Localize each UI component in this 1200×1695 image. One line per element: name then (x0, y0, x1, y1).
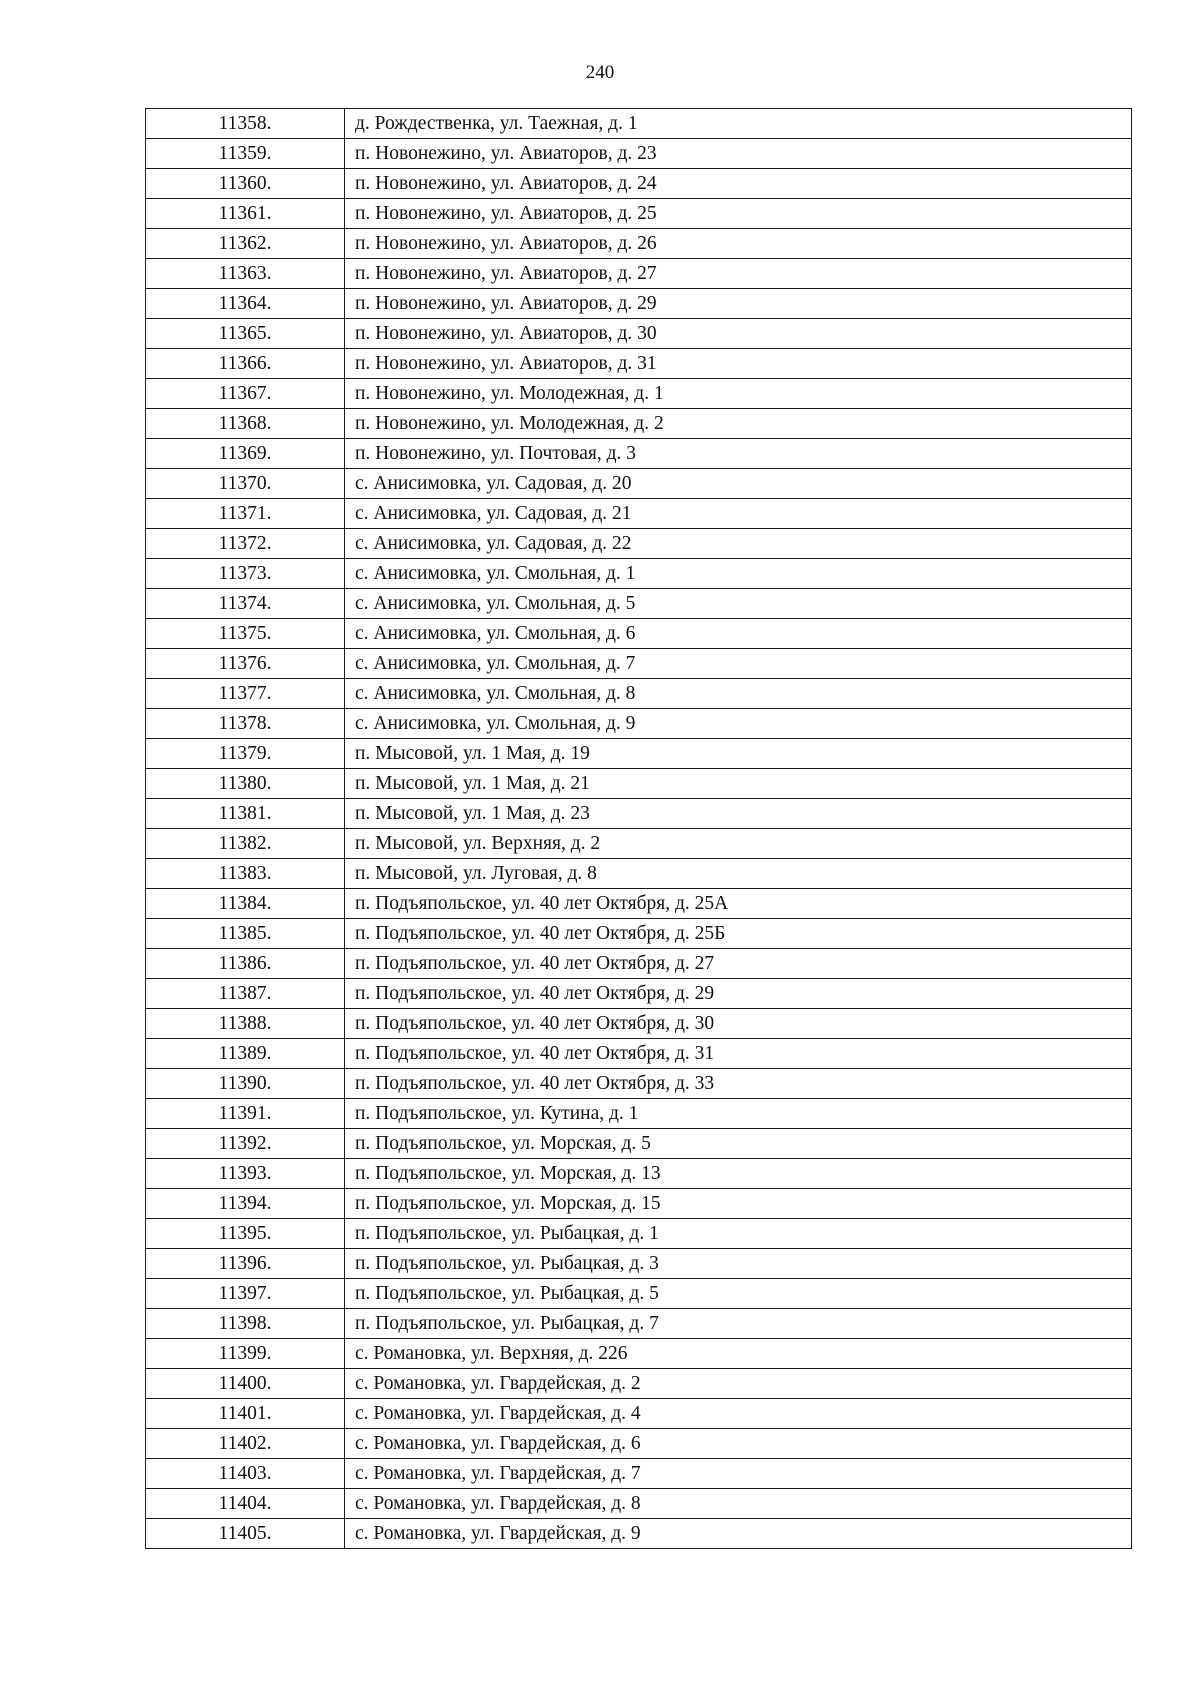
address-table-body (146, 109, 1132, 1549)
row-number: 11372. (146, 529, 345, 559)
row-number: 11388. (146, 1009, 345, 1039)
table-row (146, 979, 1132, 1009)
table-row (146, 769, 1132, 799)
row-address: с. Анисимовка, ул. Смольная, д. 8 (345, 679, 1132, 709)
row-number: 11395. (146, 1219, 345, 1249)
row-number: 11386. (146, 949, 345, 979)
row-number: 11378. (146, 709, 345, 739)
row-address: п. Подъяпольское, ул. Морская, д. 15 (345, 1189, 1132, 1219)
row-number: 11362. (146, 229, 345, 259)
row-address: с. Романовка, ул. Гвардейская, д. 6 (345, 1429, 1132, 1459)
row-number: 11364. (146, 289, 345, 319)
row-number: 11377. (146, 679, 345, 709)
row-address: п. Подъяпольское, ул. 40 лет Октября, д. 25А (345, 889, 1132, 919)
row-number: 11402. (146, 1429, 345, 1459)
row-number: 11397. (146, 1279, 345, 1309)
row-number: 11403. (146, 1459, 345, 1489)
row-address: п. Мысовой, ул. Верхняя, д. 2 (345, 829, 1132, 859)
table-row (146, 409, 1132, 439)
row-address: п. Мысовой, ул. Луговая, д. 8 (345, 859, 1132, 889)
table-row (146, 709, 1132, 739)
table-row (146, 1159, 1132, 1189)
table-row (146, 139, 1132, 169)
table-row (146, 1459, 1132, 1489)
table-row (146, 229, 1132, 259)
table-row (146, 1099, 1132, 1129)
row-address: п. Новонежино, ул. Авиаторов, д. 31 (345, 349, 1132, 379)
row-number: 11381. (146, 799, 345, 829)
row-address: с. Анисимовка, ул. Садовая, д. 20 (345, 469, 1132, 499)
row-number: 11384. (146, 889, 345, 919)
row-address: с. Анисимовка, ул. Садовая, д. 22 (345, 529, 1132, 559)
row-address: д. Рождественка, ул. Таежная, д. 1 (345, 109, 1132, 139)
table-row (146, 829, 1132, 859)
row-number: 11390. (146, 1069, 345, 1099)
row-address: п. Подъяпольское, ул. Кутина, д. 1 (345, 1099, 1132, 1129)
row-address: п. Подъяпольское, ул. Морская, д. 13 (345, 1159, 1132, 1189)
row-number: 11389. (146, 1039, 345, 1069)
row-number: 11380. (146, 769, 345, 799)
row-number: 11366. (146, 349, 345, 379)
row-number: 11359. (146, 139, 345, 169)
row-address: п. Подъяпольское, ул. Рыбацкая, д. 3 (345, 1249, 1132, 1279)
row-number: 11365. (146, 319, 345, 349)
row-number: 11400. (146, 1369, 345, 1399)
row-number: 11373. (146, 559, 345, 589)
table-row (146, 1249, 1132, 1279)
table-row (146, 469, 1132, 499)
table-row (146, 1339, 1132, 1369)
row-number: 11375. (146, 619, 345, 649)
table-row (146, 289, 1132, 319)
row-address: с. Анисимовка, ул. Садовая, д. 21 (345, 499, 1132, 529)
row-number: 11392. (146, 1129, 345, 1159)
row-address: п. Мысовой, ул. 1 Мая, д. 21 (345, 769, 1132, 799)
row-number: 11382. (146, 829, 345, 859)
table-row (146, 349, 1132, 379)
row-number: 11391. (146, 1099, 345, 1129)
row-address: п. Подъяпольское, ул. Морская, д. 5 (345, 1129, 1132, 1159)
row-address: п. Подъяпольское, ул. 40 лет Октября, д. 30 (345, 1009, 1132, 1039)
table-row (146, 619, 1132, 649)
row-address: п. Подъяпольское, ул. 40 лет Октября, д. 33 (345, 1069, 1132, 1099)
table-row (146, 1519, 1132, 1549)
table-row (146, 1369, 1132, 1399)
table-row (146, 169, 1132, 199)
row-number: 11404. (146, 1489, 345, 1519)
table-row (146, 1189, 1132, 1219)
row-address: с. Романовка, ул. Гвардейская, д. 4 (345, 1399, 1132, 1429)
row-number: 11379. (146, 739, 345, 769)
table-row (146, 1069, 1132, 1099)
row-address: с. Анисимовка, ул. Смольная, д. 9 (345, 709, 1132, 739)
row-address: с. Анисимовка, ул. Смольная, д. 6 (345, 619, 1132, 649)
row-number: 11374. (146, 589, 345, 619)
row-number: 11358. (146, 109, 345, 139)
table-row (146, 1399, 1132, 1429)
row-address: п. Новонежино, ул. Авиаторов, д. 26 (345, 229, 1132, 259)
row-address: п. Подъяпольское, ул. 40 лет Октября, д. 29 (345, 979, 1132, 1009)
table-row (146, 739, 1132, 769)
table-row (146, 1279, 1132, 1309)
table-row (146, 109, 1132, 139)
row-address: с. Романовка, ул. Гвардейская, д. 2 (345, 1369, 1132, 1399)
table-row (146, 379, 1132, 409)
table-row (146, 949, 1132, 979)
row-address: п. Новонежино, ул. Авиаторов, д. 25 (345, 199, 1132, 229)
row-address: п. Мысовой, ул. 1 Мая, д. 23 (345, 799, 1132, 829)
row-number: 11393. (146, 1159, 345, 1189)
row-address: с. Романовка, ул. Гвардейская, д. 8 (345, 1489, 1132, 1519)
row-address: с. Анисимовка, ул. Смольная, д. 5 (345, 589, 1132, 619)
table-row (146, 529, 1132, 559)
row-number: 11367. (146, 379, 345, 409)
row-number: 11401. (146, 1399, 345, 1429)
row-address: п. Новонежино, ул. Авиаторов, д. 29 (345, 289, 1132, 319)
table-row (146, 679, 1132, 709)
row-address: п. Новонежино, ул. Молодежная, д. 1 (345, 379, 1132, 409)
row-number: 11370. (146, 469, 345, 499)
table-row (146, 799, 1132, 829)
row-number: 11360. (146, 169, 345, 199)
row-number: 11368. (146, 409, 345, 439)
table-row (146, 559, 1132, 589)
row-number: 11383. (146, 859, 345, 889)
table-row (146, 889, 1132, 919)
row-address: п. Новонежино, ул. Авиаторов, д. 27 (345, 259, 1132, 289)
table-row (146, 1039, 1132, 1069)
row-number: 11376. (146, 649, 345, 679)
row-number: 11394. (146, 1189, 345, 1219)
row-address: п. Мысовой, ул. 1 Мая, д. 19 (345, 739, 1132, 769)
table-row (146, 1489, 1132, 1519)
table-row (146, 649, 1132, 679)
row-address: п. Новонежино, ул. Молодежная, д. 2 (345, 409, 1132, 439)
table-row (146, 859, 1132, 889)
table-row (146, 589, 1132, 619)
row-number: 11398. (146, 1309, 345, 1339)
row-number: 11396. (146, 1249, 345, 1279)
table-row (146, 919, 1132, 949)
row-address: п. Новонежино, ул. Авиаторов, д. 24 (345, 169, 1132, 199)
row-address: п. Подъяпольское, ул. Рыбацкая, д. 5 (345, 1279, 1132, 1309)
page-number: 240 (585, 62, 615, 83)
row-address: п. Новонежино, ул. Авиаторов, д. 30 (345, 319, 1132, 349)
row-number: 11385. (146, 919, 345, 949)
table-row (146, 319, 1132, 349)
row-address: с. Анисимовка, ул. Смольная, д. 7 (345, 649, 1132, 679)
table-row (146, 1219, 1132, 1249)
row-address: п. Подъяпольское, ул. 40 лет Октября, д. 27 (345, 949, 1132, 979)
row-address: п. Новонежино, ул. Почтовая, д. 3 (345, 439, 1132, 469)
row-address: с. Романовка, ул. Верхняя, д. 226 (345, 1339, 1132, 1369)
table-row (146, 1429, 1132, 1459)
table-row (146, 439, 1132, 469)
row-address: с. Романовка, ул. Гвардейская, д. 9 (345, 1519, 1132, 1549)
row-number: 11369. (146, 439, 345, 469)
row-number: 11399. (146, 1339, 345, 1369)
row-address: п. Подъяпольское, ул. 40 лет Октября, д. 31 (345, 1039, 1132, 1069)
table-row (146, 1129, 1132, 1159)
row-address: п. Новонежино, ул. Авиаторов, д. 23 (345, 139, 1132, 169)
row-address: п. Подъяпольское, ул. Рыбацкая, д. 1 (345, 1219, 1132, 1249)
table-row (146, 499, 1132, 529)
row-address: с. Анисимовка, ул. Смольная, д. 1 (345, 559, 1132, 589)
row-address: п. Подъяпольское, ул. 40 лет Октября, д. 25Б (345, 919, 1132, 949)
row-address: п. Подъяпольское, ул. Рыбацкая, д. 7 (345, 1309, 1132, 1339)
table-row (146, 1309, 1132, 1339)
table-row (146, 199, 1132, 229)
address-table (145, 108, 1132, 1549)
row-number: 11371. (146, 499, 345, 529)
table-row (146, 1009, 1132, 1039)
row-number: 11387. (146, 979, 345, 1009)
row-address: с. Романовка, ул. Гвардейская, д. 7 (345, 1459, 1132, 1489)
row-number: 11405. (146, 1519, 345, 1549)
table-row (146, 259, 1132, 289)
row-number: 11361. (146, 199, 345, 229)
row-number: 11363. (146, 259, 345, 289)
